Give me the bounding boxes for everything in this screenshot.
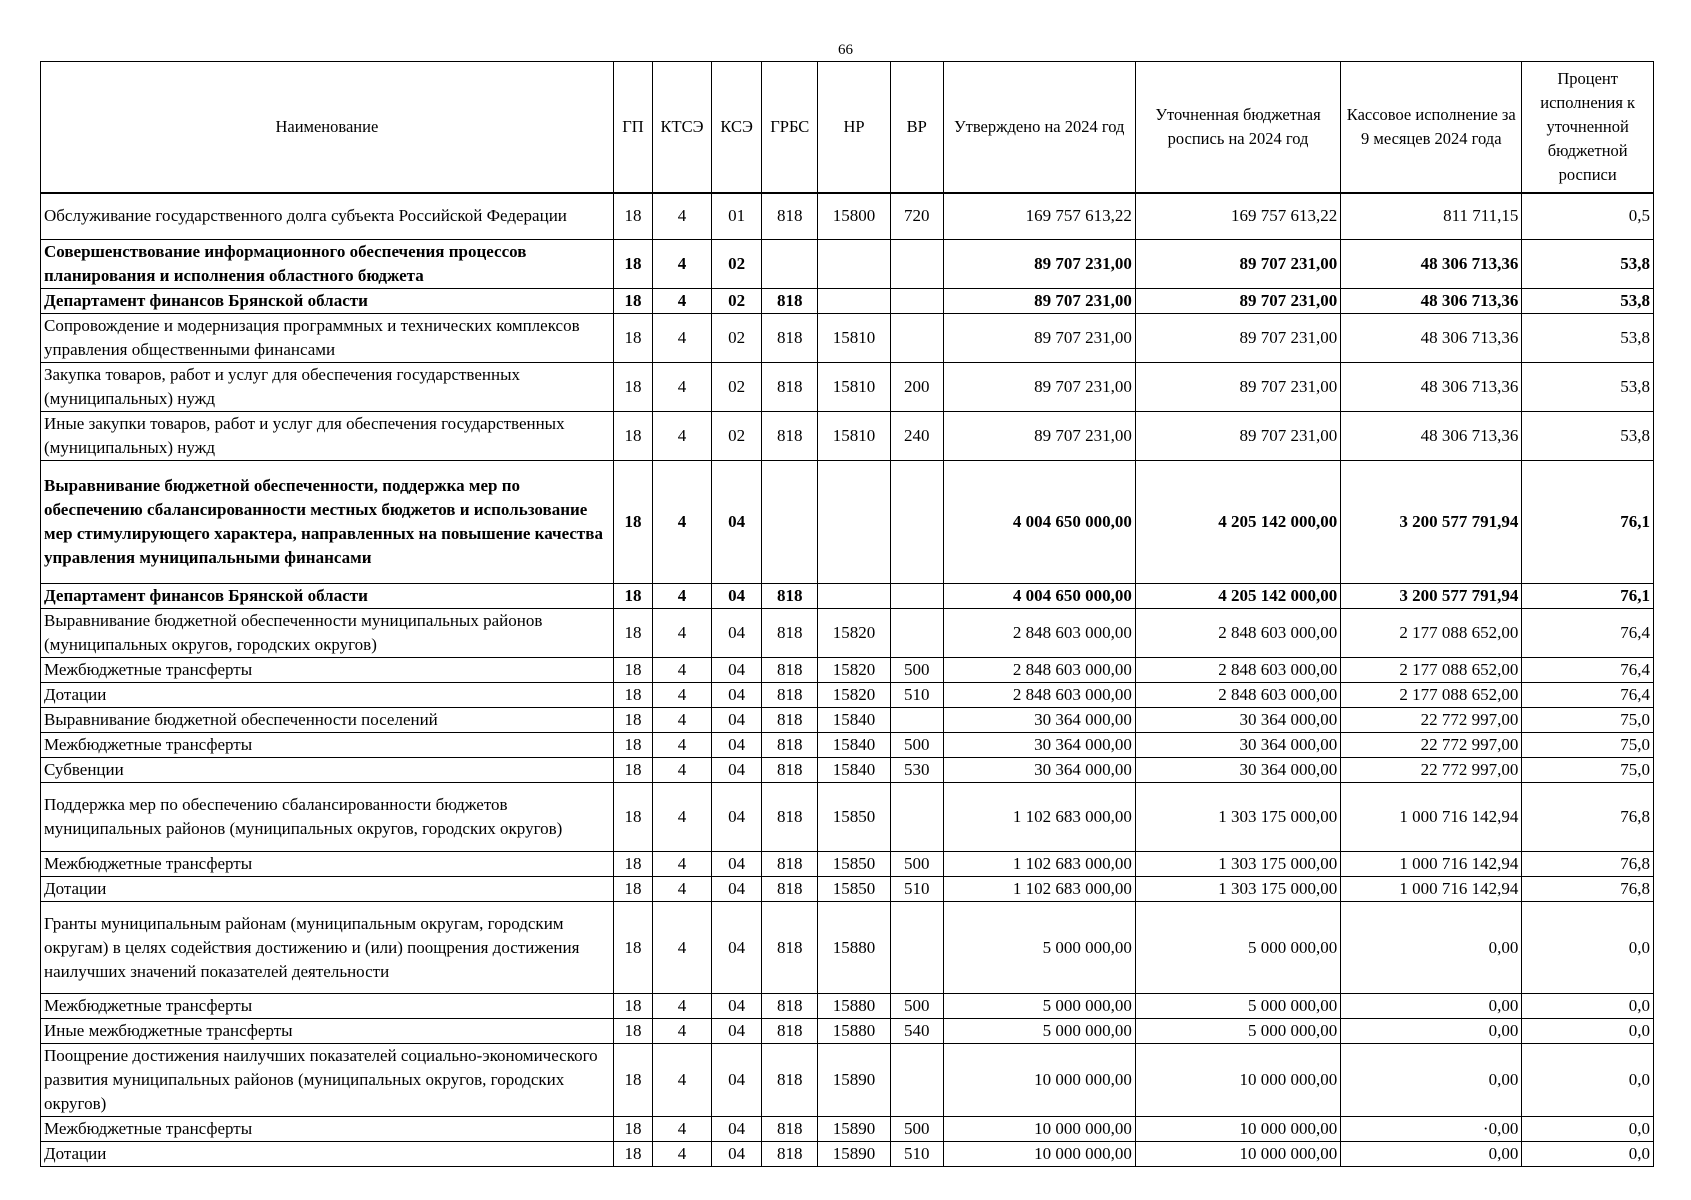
approved-cell: 2 848 603 000,00: [943, 658, 1135, 683]
approved-cell: 10 000 000,00: [943, 1117, 1135, 1142]
name-cell: Межбюджетные трансферты: [41, 1117, 614, 1142]
refined-cell: 5 000 000,00: [1135, 902, 1340, 994]
name-cell: Межбюджетные трансферты: [41, 852, 614, 877]
cash-cell: 1 000 716 142,94: [1341, 783, 1522, 852]
refined-cell: 1 303 175 000,00: [1135, 852, 1340, 877]
nr-cell: [818, 584, 891, 609]
kse-cell: 04: [711, 1019, 762, 1044]
grbs-cell: 818: [762, 193, 818, 240]
kse-cell: 02: [711, 412, 762, 461]
percent-cell: 0,5: [1522, 193, 1654, 240]
ktse-cell: 4: [653, 314, 712, 363]
ktse-cell: 4: [653, 193, 712, 240]
refined-cell: 169 757 613,22: [1135, 193, 1340, 240]
refined-cell: 30 364 000,00: [1135, 733, 1340, 758]
header-gp: ГП: [613, 62, 652, 193]
cash-cell: 1 000 716 142,94: [1341, 852, 1522, 877]
grbs-cell: 818: [762, 412, 818, 461]
table-row: [41, 708, 1654, 733]
percent-cell: 76,1: [1522, 584, 1654, 609]
name-cell: Дотации: [41, 683, 614, 708]
approved-cell: 1 102 683 000,00: [943, 877, 1135, 902]
refined-cell: 89 707 231,00: [1135, 412, 1340, 461]
cash-cell: 48 306 713,36: [1341, 240, 1522, 289]
vr-cell: 510: [890, 1142, 943, 1167]
nr-cell: 15880: [818, 902, 891, 994]
vr-cell: [890, 584, 943, 609]
name-cell: Гранты муниципальным районам (муниципальным округам, городским округам) в целях содействия достижению и (или) поощрения достижения наилучших значений показателей деятельности: [41, 902, 614, 994]
grbs-cell: 818: [762, 902, 818, 994]
ktse-cell: 4: [653, 708, 712, 733]
grbs-cell: 818: [762, 852, 818, 877]
percent-cell: 75,0: [1522, 733, 1654, 758]
ktse-cell: 4: [653, 683, 712, 708]
cash-cell: 3 200 577 791,94: [1341, 584, 1522, 609]
cash-cell: 3 200 577 791,94: [1341, 461, 1522, 584]
table-row: [41, 1117, 1654, 1142]
name-cell: Дотации: [41, 1142, 614, 1167]
nr-cell: [818, 289, 891, 314]
approved-cell: 89 707 231,00: [943, 412, 1135, 461]
cash-cell: 22 772 997,00: [1341, 758, 1522, 783]
nr-cell: 15840: [818, 758, 891, 783]
cash-cell: 2 177 088 652,00: [1341, 609, 1522, 658]
name-cell: Межбюджетные трансферты: [41, 994, 614, 1019]
nr-cell: 15800: [818, 193, 891, 240]
ktse-cell: 4: [653, 461, 712, 584]
cash-cell: 0,00: [1341, 1044, 1522, 1117]
gp-cell: 18: [613, 658, 652, 683]
nr-cell: 15850: [818, 877, 891, 902]
kse-cell: 04: [711, 758, 762, 783]
name-cell: Выравнивание бюджетной обеспеченности, поддержка мер по обеспечению сбалансированности местных бюджетов и использование мер стимулирующего характера, направленных на повышение качества управления муниципальными финансами: [41, 461, 614, 584]
approved-cell: 89 707 231,00: [943, 289, 1135, 314]
table-row: [41, 1019, 1654, 1044]
percent-cell: 0,0: [1522, 1019, 1654, 1044]
kse-cell: 04: [711, 1044, 762, 1117]
approved-cell: 30 364 000,00: [943, 708, 1135, 733]
percent-cell: 53,8: [1522, 363, 1654, 412]
grbs-cell: 818: [762, 1117, 818, 1142]
nr-cell: 15810: [818, 363, 891, 412]
approved-cell: 1 102 683 000,00: [943, 783, 1135, 852]
cash-cell: 48 306 713,36: [1341, 289, 1522, 314]
gp-cell: 18: [613, 683, 652, 708]
vr-cell: 720: [890, 193, 943, 240]
nr-cell: 15810: [818, 314, 891, 363]
refined-cell: 10 000 000,00: [1135, 1117, 1340, 1142]
kse-cell: 04: [711, 994, 762, 1019]
vr-cell: 530: [890, 758, 943, 783]
header-cash: Кассовое исполнение за 9 месяцев 2024 года: [1341, 62, 1522, 193]
table-row: [41, 994, 1654, 1019]
vr-cell: [890, 1044, 943, 1117]
vr-cell: 510: [890, 683, 943, 708]
grbs-cell: 818: [762, 658, 818, 683]
refined-cell: 2 848 603 000,00: [1135, 658, 1340, 683]
percent-cell: 53,8: [1522, 289, 1654, 314]
vr-cell: [890, 708, 943, 733]
gp-cell: 18: [613, 609, 652, 658]
kse-cell: 02: [711, 240, 762, 289]
header-name: Наименование: [41, 62, 614, 193]
nr-cell: 15820: [818, 658, 891, 683]
nr-cell: 15850: [818, 852, 891, 877]
cash-cell: 0,00: [1341, 1019, 1522, 1044]
name-cell: Департамент финансов Брянской области: [41, 584, 614, 609]
refined-cell: 89 707 231,00: [1135, 314, 1340, 363]
grbs-cell: 818: [762, 314, 818, 363]
vr-cell: [890, 289, 943, 314]
header-approved: Утверждено на 2024 год: [943, 62, 1135, 193]
gp-cell: 18: [613, 193, 652, 240]
vr-cell: [890, 314, 943, 363]
name-cell: Сопровождение и модернизация программных и технических комплексов управления общественными финансами: [41, 314, 614, 363]
name-cell: Межбюджетные трансферты: [41, 658, 614, 683]
percent-cell: 75,0: [1522, 758, 1654, 783]
refined-cell: 1 303 175 000,00: [1135, 877, 1340, 902]
gp-cell: 18: [613, 877, 652, 902]
gp-cell: 18: [613, 1117, 652, 1142]
cash-cell: ·0,00: [1341, 1117, 1522, 1142]
ktse-cell: 4: [653, 733, 712, 758]
cash-cell: 0,00: [1341, 1142, 1522, 1167]
refined-cell: 5 000 000,00: [1135, 1019, 1340, 1044]
approved-cell: 30 364 000,00: [943, 758, 1135, 783]
percent-cell: 0,0: [1522, 1044, 1654, 1117]
table-row: [41, 852, 1654, 877]
vr-cell: [890, 240, 943, 289]
approved-cell: 89 707 231,00: [943, 314, 1135, 363]
kse-cell: 04: [711, 877, 762, 902]
percent-cell: 0,0: [1522, 1117, 1654, 1142]
gp-cell: 18: [613, 733, 652, 758]
refined-cell: 2 848 603 000,00: [1135, 683, 1340, 708]
approved-cell: 10 000 000,00: [943, 1142, 1135, 1167]
name-cell: Выравнивание бюджетной обеспеченности муниципальных районов (муниципальных округов, городских округов): [41, 609, 614, 658]
refined-cell: 2 848 603 000,00: [1135, 609, 1340, 658]
cash-cell: 48 306 713,36: [1341, 363, 1522, 412]
nr-cell: 15890: [818, 1044, 891, 1117]
header-grbs: ГРБС: [762, 62, 818, 193]
ktse-cell: 4: [653, 852, 712, 877]
cash-cell: 22 772 997,00: [1341, 708, 1522, 733]
refined-cell: 89 707 231,00: [1135, 289, 1340, 314]
kse-cell: 04: [711, 461, 762, 584]
gp-cell: 18: [613, 363, 652, 412]
approved-cell: 30 364 000,00: [943, 733, 1135, 758]
table-row: [41, 683, 1654, 708]
ktse-cell: 4: [653, 1019, 712, 1044]
name-cell: Межбюджетные трансферты: [41, 733, 614, 758]
refined-cell: 4 205 142 000,00: [1135, 461, 1340, 584]
grbs-cell: 818: [762, 708, 818, 733]
percent-cell: 53,8: [1522, 412, 1654, 461]
percent-cell: 0,0: [1522, 902, 1654, 994]
kse-cell: 04: [711, 708, 762, 733]
kse-cell: 04: [711, 1117, 762, 1142]
cash-cell: 1 000 716 142,94: [1341, 877, 1522, 902]
kse-cell: 04: [711, 1142, 762, 1167]
grbs-cell: 818: [762, 289, 818, 314]
kse-cell: 04: [711, 852, 762, 877]
table-row: [41, 412, 1654, 461]
nr-cell: 15820: [818, 609, 891, 658]
kse-cell: 04: [711, 609, 762, 658]
refined-cell: 89 707 231,00: [1135, 363, 1340, 412]
percent-cell: 0,0: [1522, 1142, 1654, 1167]
percent-cell: 76,4: [1522, 683, 1654, 708]
name-cell: Иные закупки товаров, работ и услуг для обеспечения государственных (муниципальных) нужд: [41, 412, 614, 461]
nr-cell: 15840: [818, 708, 891, 733]
gp-cell: 18: [613, 708, 652, 733]
nr-cell: 15890: [818, 1142, 891, 1167]
ktse-cell: 4: [653, 1117, 712, 1142]
gp-cell: 18: [613, 289, 652, 314]
vr-cell: [890, 902, 943, 994]
refined-cell: 89 707 231,00: [1135, 240, 1340, 289]
gp-cell: 18: [613, 240, 652, 289]
gp-cell: 18: [613, 994, 652, 1019]
approved-cell: 10 000 000,00: [943, 1044, 1135, 1117]
refined-cell: 10 000 000,00: [1135, 1142, 1340, 1167]
vr-cell: 500: [890, 852, 943, 877]
cash-cell: 0,00: [1341, 994, 1522, 1019]
refined-cell: 10 000 000,00: [1135, 1044, 1340, 1117]
grbs-cell: 818: [762, 1019, 818, 1044]
table-row: [41, 758, 1654, 783]
ktse-cell: 4: [653, 289, 712, 314]
ktse-cell: 4: [653, 584, 712, 609]
nr-cell: [818, 461, 891, 584]
header-kse: КСЭ: [711, 62, 762, 193]
percent-cell: 76,1: [1522, 461, 1654, 584]
approved-cell: 169 757 613,22: [943, 193, 1135, 240]
cash-cell: 48 306 713,36: [1341, 412, 1522, 461]
table-row: [41, 289, 1654, 314]
percent-cell: 76,4: [1522, 658, 1654, 683]
kse-cell: 04: [711, 733, 762, 758]
ktse-cell: 4: [653, 994, 712, 1019]
cash-cell: 48 306 713,36: [1341, 314, 1522, 363]
grbs-cell: 818: [762, 683, 818, 708]
table-row: [41, 240, 1654, 289]
cash-cell: 0,00: [1341, 902, 1522, 994]
kse-cell: 02: [711, 363, 762, 412]
kse-cell: 04: [711, 683, 762, 708]
gp-cell: 18: [613, 412, 652, 461]
refined-cell: 30 364 000,00: [1135, 708, 1340, 733]
page-number: 66: [838, 42, 853, 58]
ktse-cell: 4: [653, 902, 712, 994]
percent-cell: 76,8: [1522, 877, 1654, 902]
gp-cell: 18: [613, 1044, 652, 1117]
grbs-cell: 818: [762, 877, 818, 902]
approved-cell: 5 000 000,00: [943, 1019, 1135, 1044]
header-percent: Процент исполнения к уточненной бюджетной росписи: [1522, 62, 1654, 193]
approved-cell: 89 707 231,00: [943, 240, 1135, 289]
percent-cell: 0,0: [1522, 994, 1654, 1019]
table-row: [41, 461, 1654, 584]
percent-cell: 76,8: [1522, 783, 1654, 852]
percent-cell: 53,8: [1522, 240, 1654, 289]
name-cell: Закупка товаров, работ и услуг для обеспечения государственных (муниципальных) нужд: [41, 363, 614, 412]
cash-cell: 2 177 088 652,00: [1341, 658, 1522, 683]
nr-cell: 15810: [818, 412, 891, 461]
ktse-cell: 4: [653, 363, 712, 412]
gp-cell: 18: [613, 314, 652, 363]
kse-cell: 02: [711, 314, 762, 363]
nr-cell: 15820: [818, 683, 891, 708]
vr-cell: [890, 609, 943, 658]
table-row: [41, 783, 1654, 852]
vr-cell: 240: [890, 412, 943, 461]
vr-cell: 540: [890, 1019, 943, 1044]
percent-cell: 76,4: [1522, 609, 1654, 658]
name-cell: Дотации: [41, 877, 614, 902]
grbs-cell: [762, 461, 818, 584]
table-row: [41, 1044, 1654, 1117]
name-cell: Обслуживание государственного долга субъекта Российской Федерации: [41, 193, 614, 240]
approved-cell: 4 004 650 000,00: [943, 461, 1135, 584]
table-row: [41, 902, 1654, 994]
grbs-cell: 818: [762, 758, 818, 783]
grbs-cell: 818: [762, 609, 818, 658]
grbs-cell: [762, 240, 818, 289]
name-cell: Выравнивание бюджетной обеспеченности поселений: [41, 708, 614, 733]
kse-cell: 04: [711, 584, 762, 609]
gp-cell: 18: [613, 852, 652, 877]
kse-cell: 01: [711, 193, 762, 240]
grbs-cell: 818: [762, 584, 818, 609]
ktse-cell: 4: [653, 412, 712, 461]
table-row: [41, 363, 1654, 412]
approved-cell: 2 848 603 000,00: [943, 609, 1135, 658]
ktse-cell: 4: [653, 1142, 712, 1167]
refined-cell: 4 205 142 000,00: [1135, 584, 1340, 609]
gp-cell: 18: [613, 584, 652, 609]
gp-cell: 18: [613, 902, 652, 994]
name-cell: Иные межбюджетные трансферты: [41, 1019, 614, 1044]
ktse-cell: 4: [653, 240, 712, 289]
nr-cell: 15880: [818, 994, 891, 1019]
header-nr: НР: [818, 62, 891, 193]
header-vr: ВР: [890, 62, 943, 193]
approved-cell: 4 004 650 000,00: [943, 584, 1135, 609]
table-row: [41, 658, 1654, 683]
kse-cell: 02: [711, 289, 762, 314]
header-refined: Уточненная бюджетная роспись на 2024 год: [1135, 62, 1340, 193]
table-row: [41, 584, 1654, 609]
percent-cell: 76,8: [1522, 852, 1654, 877]
ktse-cell: 4: [653, 783, 712, 852]
grbs-cell: 818: [762, 733, 818, 758]
approved-cell: 89 707 231,00: [943, 363, 1135, 412]
cash-cell: 811 711,15: [1341, 193, 1522, 240]
ktse-cell: 4: [653, 758, 712, 783]
gp-cell: 18: [613, 1142, 652, 1167]
header-ktse: КТСЭ: [653, 62, 712, 193]
table-row: [41, 1142, 1654, 1167]
refined-cell: 5 000 000,00: [1135, 994, 1340, 1019]
vr-cell: [890, 461, 943, 584]
nr-cell: 15880: [818, 1019, 891, 1044]
vr-cell: 500: [890, 1117, 943, 1142]
vr-cell: 500: [890, 994, 943, 1019]
nr-cell: 15850: [818, 783, 891, 852]
vr-cell: 510: [890, 877, 943, 902]
nr-cell: 15890: [818, 1117, 891, 1142]
table-row: [41, 609, 1654, 658]
approved-cell: 5 000 000,00: [943, 994, 1135, 1019]
gp-cell: 18: [613, 783, 652, 852]
approved-cell: 1 102 683 000,00: [943, 852, 1135, 877]
vr-cell: 200: [890, 363, 943, 412]
gp-cell: 18: [613, 758, 652, 783]
table-row: [41, 733, 1654, 758]
table-row: [41, 877, 1654, 902]
grbs-cell: 818: [762, 1142, 818, 1167]
name-cell: Поддержка мер по обеспечению сбалансированности бюджетов муниципальных районов (муниципальных округов, городских округов): [41, 783, 614, 852]
kse-cell: 04: [711, 783, 762, 852]
kse-cell: 04: [711, 658, 762, 683]
grbs-cell: 818: [762, 783, 818, 852]
budget-execution-table: [40, 61, 1654, 1167]
gp-cell: 18: [613, 461, 652, 584]
approved-cell: 2 848 603 000,00: [943, 683, 1135, 708]
name-cell: Поощрение достижения наилучших показателей социально-экономического развития муниципальных районов (муниципальных округов, городских округов): [41, 1044, 614, 1117]
table-header-row: [41, 62, 1654, 193]
ktse-cell: 4: [653, 609, 712, 658]
refined-cell: 1 303 175 000,00: [1135, 783, 1340, 852]
ktse-cell: 4: [653, 658, 712, 683]
kse-cell: 04: [711, 902, 762, 994]
grbs-cell: 818: [762, 363, 818, 412]
cash-cell: 2 177 088 652,00: [1341, 683, 1522, 708]
vr-cell: 500: [890, 733, 943, 758]
refined-cell: 30 364 000,00: [1135, 758, 1340, 783]
ktse-cell: 4: [653, 877, 712, 902]
nr-cell: 15840: [818, 733, 891, 758]
gp-cell: 18: [613, 1019, 652, 1044]
nr-cell: [818, 240, 891, 289]
percent-cell: 53,8: [1522, 314, 1654, 363]
vr-cell: 500: [890, 658, 943, 683]
ktse-cell: 4: [653, 1044, 712, 1117]
name-cell: Субвенции: [41, 758, 614, 783]
vr-cell: [890, 783, 943, 852]
percent-cell: 75,0: [1522, 708, 1654, 733]
table-row: [41, 193, 1654, 240]
approved-cell: 5 000 000,00: [943, 902, 1135, 994]
name-cell: Совершенствование информационного обеспечения процессов планирования и исполнения областного бюджета: [41, 240, 614, 289]
cash-cell: 22 772 997,00: [1341, 733, 1522, 758]
grbs-cell: 818: [762, 994, 818, 1019]
grbs-cell: 818: [762, 1044, 818, 1117]
name-cell: Департамент финансов Брянской области: [41, 289, 614, 314]
table-row: [41, 314, 1654, 363]
